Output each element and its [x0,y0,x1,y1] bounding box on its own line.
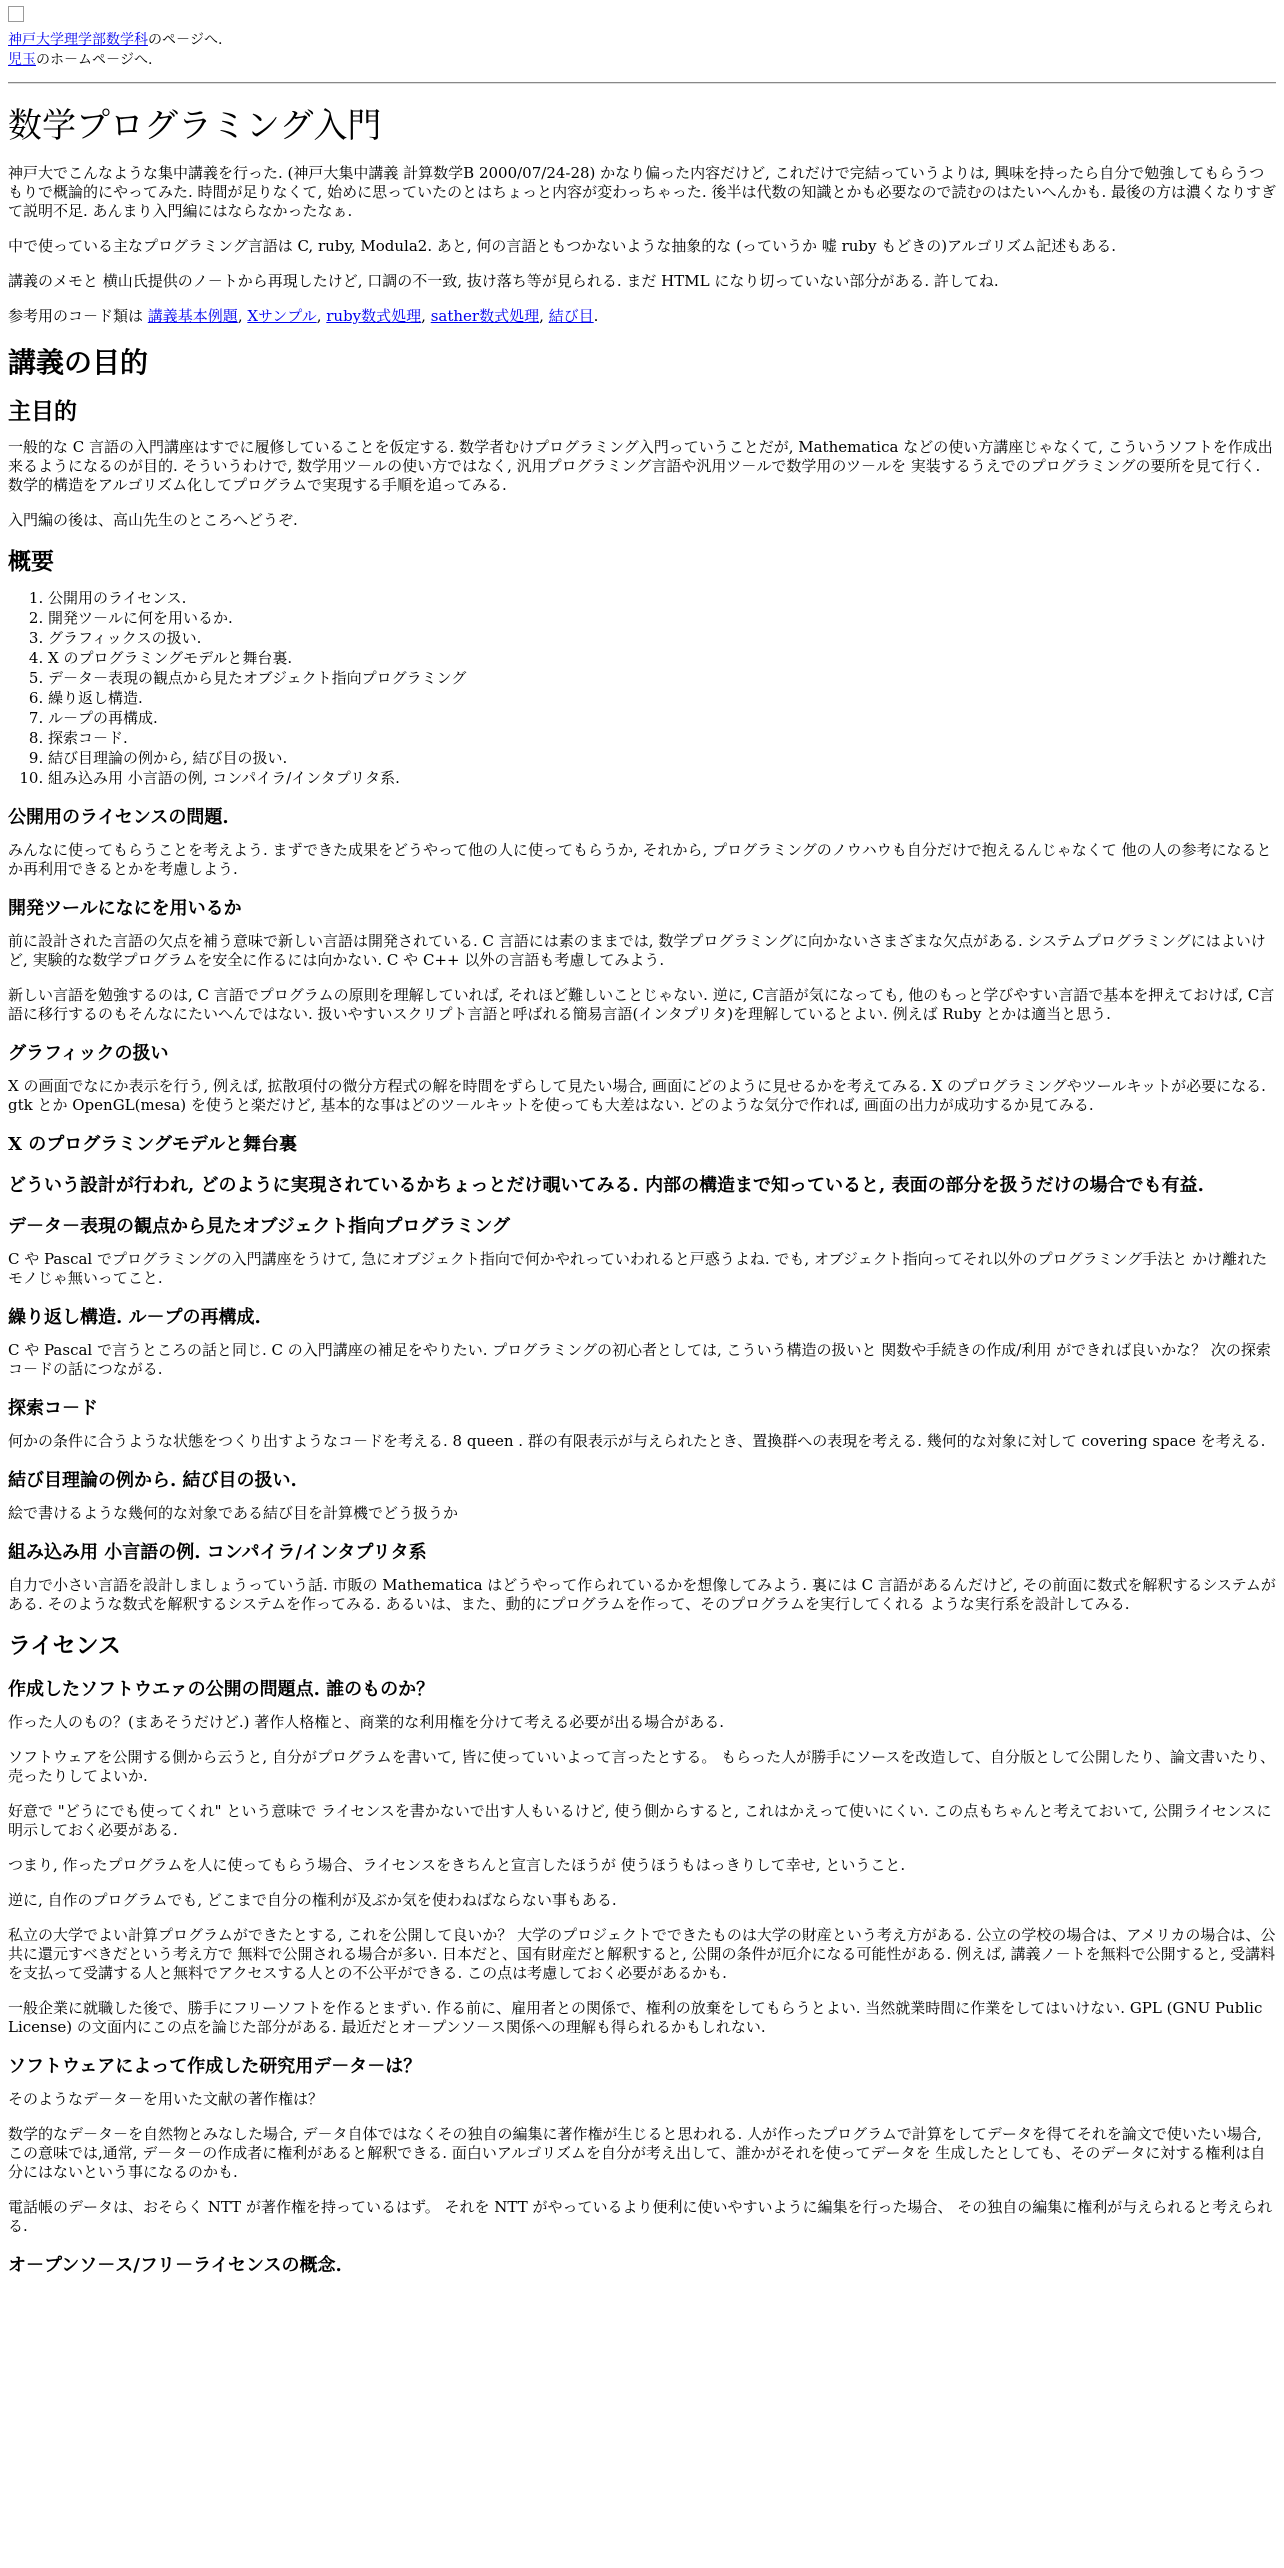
math-dept-link-suffix: のペ－ジへ. [148,32,223,48]
software-public-paragraph-5: 逆に, 自作のプログラムでも, どこまで自分の権利が及ぶか気を使わねばならない事もある. [8,1891,617,1909]
loop-paragraph: C や Pascal で言うところの話と同じ. C の入門講座の補足をやりたい. プログラミングの初心者としては, こういう構造の扱いと 関数や手続きの作成/利用 ができれば良いかな？ 次の探索コ－ドの話につながる. [8,1341,1271,1378]
outline-item: 8. 探索コ－ド. [48,728,1276,748]
section-purpose-heading: 講義の目的 [8,346,149,379]
software-public-paragraph-3: 好意で "どうにでも使ってくれ" という意味で ライセンスを書かないで出す人もいるけど, 使う側からすると, これはかえって使いにくい. この点もちゃんと考えておいて, 公開ライセンスに明示しておく必要がある. [8,1802,1272,1839]
software-public-heading: 作成したソフトウエァの公開の問題点. 誰のものか？ [8,1679,435,1700]
devtools-paragraph-1: 前に設計された言語の欠点を補う意味で新しい言語は開発されている. C 言語には素のままでは, 数学プログラミングに向かないさまざまな欠点がある. システムプログラミングにはよいけど, 実験的な数学プログラムを安全に作るには向かない. C や C++ 以外の言語も考慮してみよう. [8,932,1266,969]
license-issue-paragraph: みんなに使ってもらうことを考えよう. まずできた成果をどうやって他の人に使ってもらうか, それから, プログラミングのノウハウも自分だけで抱えるんじゃなくて 他の人の参考になるとか再利用できるとかを考慮しよう. [8,841,1272,878]
link-separator: , [316,307,327,325]
software-public-paragraph-7: 一般企業に就職した後で、勝手にフリーソフトを作るとまずい. 作る前に、雇用者との関係で、権利の放棄をしてもらうとよい. 当然就業時間に作業をしてはいけない. GPL (GNU Public License) の文面内にこの点を論じた部分がある. 最近だとオ－プンソ－ス関係への理解も得られるかもしれない. [8,1999,1263,2036]
reference-link-sather-algebra[interactable]: sather数式処理 [430,307,540,325]
outline-item: 7. ル－プの再構成. [48,708,1276,728]
outline-item: 4. X のプログラミングモデルと舞台裏. [48,648,1276,668]
reference-code-prefix: 参考用のコ－ド類は [8,307,144,325]
embedded-language-paragraph: 自力で小さい言語を設計しましょうっていう話. 市販の Mathematica はどうやって作られているかを想像してみよう. 裏には C 言語があるんだけど, その前面に数式を解釈するシステムがある. そのような数式を解釈するシステムを作ってみる. あるいは、また、動的にプログラムを作って、そのプログラムを実行してくれる ような実行系を設計してみる. [8,1576,1276,1613]
page-title: 数学プログラミング入門 [8,106,382,146]
x-model-subheading: どういう設計が行われ, どのように実現されているかちょっとだけ覗いてみる. 内部の構造まで知っていると, 表面の部分を扱うだけの場合でも有益. [8,1175,1204,1196]
knot-paragraph: 絵で書けるような幾何的な対象である結び目を計算機でどう扱うか [8,1504,459,1522]
license-issue-heading: 公開用のライセンスの問題. [8,807,229,828]
outline-heading: 概要 [8,548,54,575]
link-separator: , [237,307,248,325]
reference-link-knots[interactable]: 結び目 [548,307,594,325]
math-dept-link[interactable]: 神戸大学理学部数学科 [8,32,148,48]
outline-item: 10. 組み込み用 小言語の例, コンパイラ/インタプリタ系. [48,768,1276,788]
outline-item: 3. グラフィックスの扱い. [48,628,1276,648]
devtools-paragraph-2: 新しい言語を勉強するのは, C 言語でプログラムの原則を理解していれば, それほど難しいことじゃない. 逆に, C言語が気になっても, 他のもっと学びやすい言語で基本を押えておけば, C言語に移行するのもそんなにたいへんではない. 扱いやすいスクリプト言語と呼ばれる簡易言語(インタプリタ)を理解しているとよい. 例えば Ruby とかは適当と思う. [8,986,1275,1023]
main-purpose-heading: 主目的 [8,398,77,425]
x-model-heading: X のプログラミングモデルと舞台裏 [8,1134,297,1155]
software-public-paragraph-2: ソフトウェアを公開する側から云うと, 自分がプログラムを書いて, 皆に使っていいよって言ったとする。 もらった人が勝手にソースを改造して、自分版として公開したり、論文書いたり、 売ったりしてよいか. [8,1748,1276,1785]
outline-item: 1. 公開用のライセンス. [48,588,1276,608]
search-code-heading: 探索コ－ド [8,1398,98,1419]
open-source-heading: オ－プンソ－ス/フリ－ライセンスの概念. [8,2255,342,2276]
software-public-paragraph-6: 私立の大学でよい計算プログラムができたとする, これを公開して良いか？ 大学のプロジェクトでできたものは大学の財産という考え方がある. 公立の学校の場合は、アメリカの場合は、公共に還元すべきだという考え方で 無料で公開される場合が多い. 日本だと、国有財産だと解釈すると, 公開の条件が厄介になる可能性がある. 例えば, 講義ノ－トを無料で公開すると, 受講料を支払って受講する人と無料でアクセスする人との不公平ができる. この点は考慮しておく必要があるかも. [8,1926,1276,1982]
knot-heading: 結び目理論の例から. 結び目の扱い. [8,1470,297,1491]
research-data-heading: ソフトウェアによって作成した研究用デ－タ－は？ [8,2056,422,2077]
reference-link-basic-examples[interactable]: 講義基本例題 [147,307,238,325]
main-purpose-paragraph-1: 一般的な C 言語の入門講座はすでに履修していることを仮定する. 数学者むけプログラミング入門っていうことだが, Mathematica などの使い方講座じゃなくて, こういうソフトを作成出来るようになるのが目的. そういうわけで, 数学用ツ－ルの使い方ではなく, 汎用プログラミング言語や汎用ツ－ルで数学用のツ－ルを 実装するうえでのプログラミングの要所を見て行く. 数学的構造をアルゴリズム化してプログラムで実現する手順を追ってみる. [8,438,1273,494]
devtools-heading: 開発ツールになにを用いるか [8,898,242,919]
header-links [8,6,1276,70]
intro-paragraph-1: 神戸大でこんなような集中講義を行った. (神戸大集中講義 計算数学B 2000/07/24-28) かなり偏った内容だけど, これだけで完結っていうよりは, 興味を持ったら自分で勉強してもらうつもりで概論的にやってみた. 時間が足りなくて, 始めに思っていたのとはちょっと内容が変わっちゃった. 後半は代数の知識とかも必要なので読むのはたいへんかも. 最後の方は濃くなりすぎて説明不足. あんまり入門編にはならなかったなぁ. [8,164,1277,220]
reference-link-x-sample[interactable]: Xサンプル [247,307,317,325]
search-code-paragraph: 何かの条件に合うような状態をつくり出すようなコ－ドを考える. 8 queen . 群の有限表示が与えられたとき、置換群への表現を考える. 幾何的な対象に対して covering space を考える. [8,1432,1266,1450]
outline-item: 2. 開発ツ－ルに何を用いるか. [48,608,1276,628]
link-separator: , [539,307,549,325]
header-divider [8,82,1276,84]
reference-link-ruby-algebra[interactable]: ruby数式処理 [326,307,422,325]
outline-item: 6. 繰り返し構造. [48,688,1276,708]
intro-paragraph-4 [8,307,1276,326]
main-purpose-paragraph-2: 入門編の後は、高山先生のところへどうぞ. [8,511,298,529]
intro-paragraph-2: 中で使っている主なプログラミング言語は C, ruby, Modula2. あと, 何の言語ともつかないような抽象的な (っていうか 嘘 ruby もどきの)アルゴリズム記述もある. [8,237,1116,255]
kodama-home-link[interactable]: 児玉 [8,52,36,68]
kodama-home-link-suffix: のホ－ムペ－ジへ. [36,52,153,68]
outline-list [8,588,1276,788]
oop-paragraph: C や Pascal でプログラミングの入門講座をうけて, 急にオブジェクト指向で何かやれっていわれると戸惑うよね. でも, オブジェクト指向ってそれ以外のプログラミング手法と かけ離れたモノじゃ無いってこと. [8,1250,1268,1287]
reference-code-suffix: . [593,307,599,325]
graphics-paragraph: X の画面でなにか表示を行う, 例えば, 拡散項付の微分方程式の解を時間をずらして見たい場合, 画面にどのように見せるかを考えてみる. X のプログラミングやツールキットが必要になる. gtk とか OpenGL(mesa) を使うと楽だけど, 基本的な事はどのツ－ルキットを使っても大差はない. どのような気分で作れば, 画面の出力が成功するか見てみる. [8,1077,1266,1114]
graphics-heading: グラフィックの扱い [8,1043,169,1064]
link-separator: , [421,307,431,325]
research-data-paragraph-2: 数学的なデ－タ－を自然物とみなした場合, デ－タ自体ではなくその独自の編集に著作権が生じると思われる. 人が作ったプログラムで計算をしてデータを得てそれを論文で使いたい場合, この意味では,通常, デ－タ－の作成者に権利があると解釈できる. 面白いアルゴリズムを自分が考え出して、誰かがそれを使ってデータを 生成したとしても、そのデータに対する権利は自分にはないという事になるのかも. [8,2125,1266,2181]
embedded-language-heading: 組み込み用 小言語の例. コンパイラ/インタプリタ系 [8,1542,427,1563]
license-heading: ライセンス [8,1632,121,1659]
outline-item: 9. 結び目理論の例から, 結び目の扱い. [48,748,1276,768]
research-data-paragraph-3: 電話帳のデータは、おそらく NTT が著作権を持っているはず。 それを NTT がやっているより便利に使いやすいように編集を行った場合、 その独自の編集に権利が与えられると考えられる. [8,2198,1273,2235]
software-public-paragraph-1: 作った人のもの？(まあそうだけど.) 著作人格権と、商業的な利用権を分けて考える必要が出る場合がある. [8,1713,725,1731]
loop-heading: 繰り返し構造. ル－プの再構成. [8,1307,261,1328]
broken-image-icon [8,6,24,22]
software-public-paragraph-4: つまり, 作ったプログラムを人に使ってもらう場合、ライセンスをきちんと宣言したほうが 使うほうもはっきりして幸せ, ということ. [8,1856,906,1874]
research-data-paragraph-1: そのようなデ－タ－を用いた文献の著作権は？ [8,2090,324,2108]
oop-heading: デ－タ－表現の観点から見たオブジェクト指向プログラミング [8,1216,511,1237]
outline-item: 5. デ－タ－表現の観点から見たオブジェクト指向プログラミング [48,668,1276,688]
intro-paragraph-3: 講義のメモと 横山氏提供のノ－トから再現したけど, 口調の不一致, 抜け落ち等が見られる. まだ HTML になり切っていない部分がある. 許してね. [8,272,999,290]
